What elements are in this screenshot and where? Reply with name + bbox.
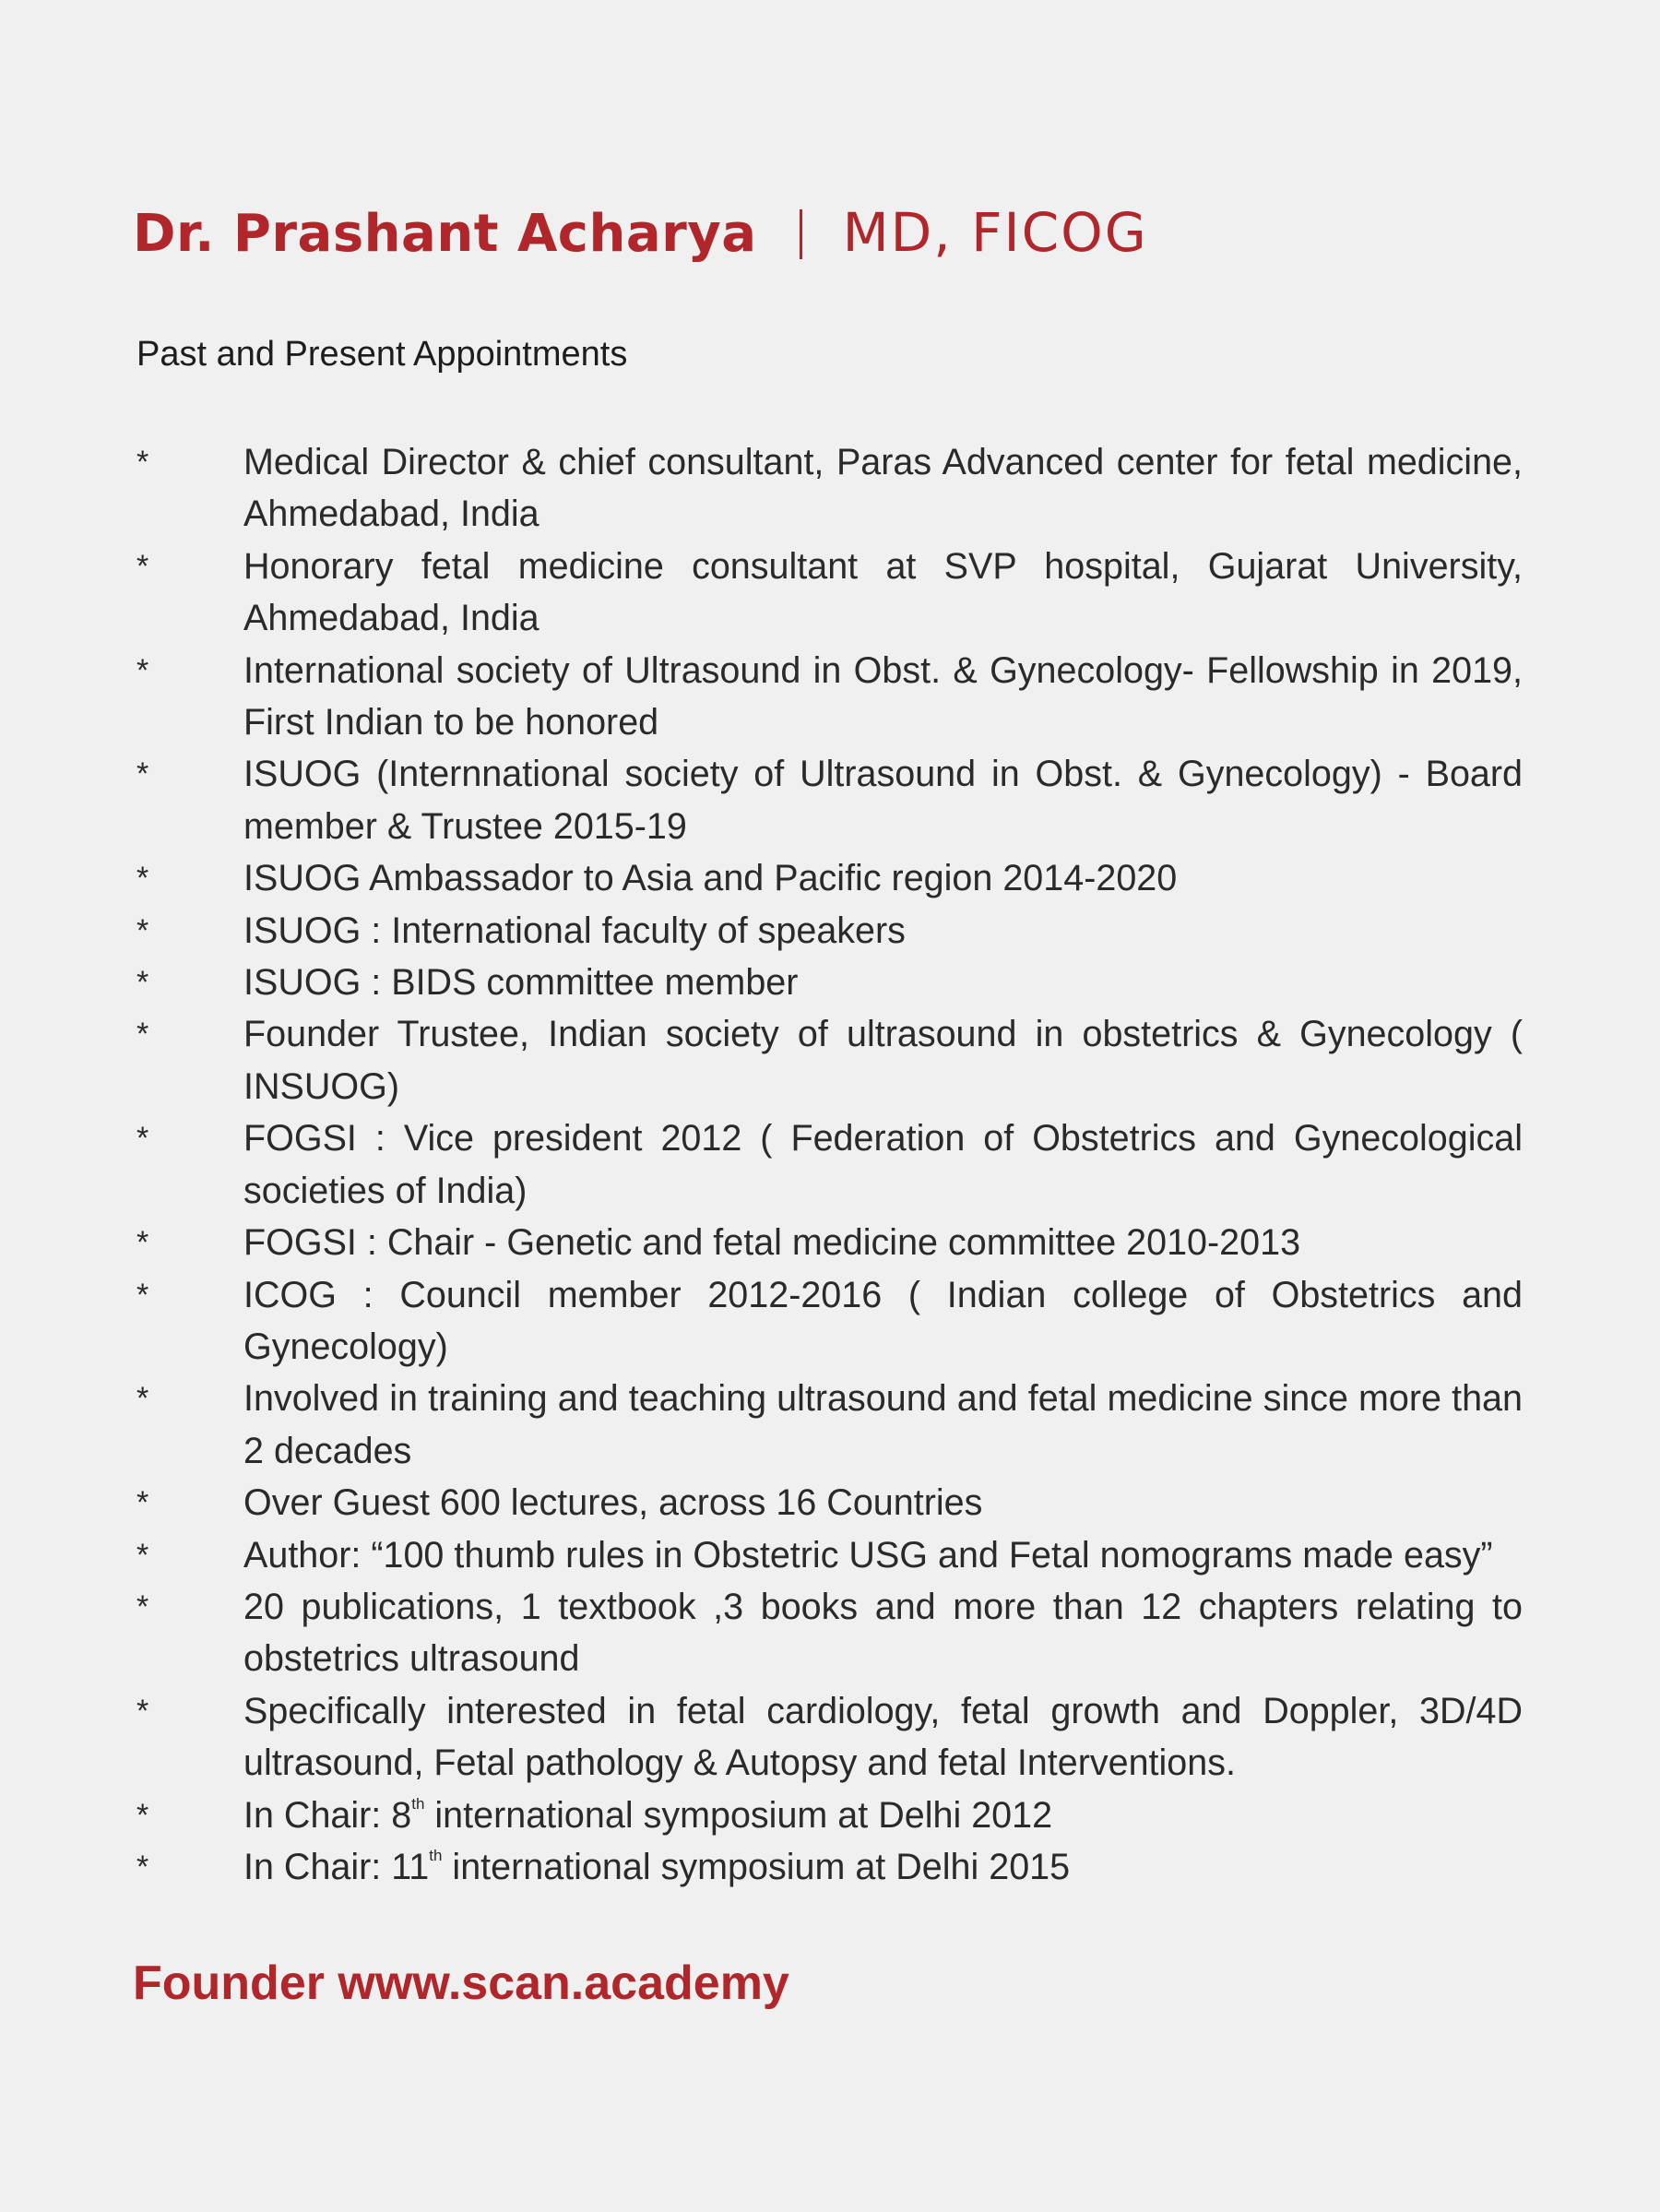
item-text: ISUOG : BIDS committee member <box>243 962 799 1004</box>
bullet: * <box>136 1017 149 1052</box>
bullet: * <box>136 445 149 480</box>
bullet: * <box>136 652 149 688</box>
bullet: * <box>136 912 149 948</box>
item-text: ICOG : Council member 2012-2016 ( Indian college of Obstetrics and Gynecology) <box>243 1274 1523 1367</box>
bullet: * <box>136 1381 149 1417</box>
item-text: ISUOG : International faculty of speakers <box>243 910 906 951</box>
list-item <box>136 1581 1523 1685</box>
ordinal-suffix: th <box>429 1846 443 1864</box>
item-text-main: In Chair: 11 <box>243 1846 430 1887</box>
bullet: * <box>136 1537 149 1573</box>
item-text: Author: “100 thumb rules in Obstetric USG and Fetal nomograms made easy” <box>243 1534 1493 1576</box>
bullet: * <box>136 548 149 584</box>
item-text: 20 publications, 1 textbook ,3 books and more than 12 chapters relating to obstetrics ultrasound <box>243 1586 1523 1680</box>
list-item <box>136 852 1523 904</box>
list-item <box>136 748 1523 852</box>
list-item <box>136 541 1523 645</box>
bullet: * <box>136 756 149 792</box>
bullet: * <box>136 1225 149 1261</box>
item-text: International society of Ultrasound in Obst. & Gynecology- Fellowship in 2019, First Indian to be honored <box>243 649 1523 743</box>
header <box>133 196 1148 284</box>
item-text-rest: international symposium at Delhi 2012 <box>424 1794 1053 1836</box>
item-text: FOGSI : Chair - Genetic and fetal medicine committee 2010-2013 <box>243 1222 1301 1264</box>
item-text: Specifically interested in fetal cardiology, fetal growth and Doppler, 3D/4D ultrasound, Fetal pathology & Autopsy and fetal Interventions. <box>243 1690 1523 1784</box>
item-text: Founder Trustee, Indian society of ultrasound in obstetrics & Gynecology ( INSUOG) <box>243 1014 1523 1107</box>
credentials: MD, FICOG <box>842 201 1148 264</box>
bullet: * <box>136 1797 149 1833</box>
item-text: Over Guest 600 lectures, across 16 Countries <box>243 1482 983 1524</box>
item-text: Medical Director & chief consultant, Paras Advanced center for fetal medicine, Ahmedabad, India <box>243 442 1523 535</box>
bullet: * <box>136 861 149 897</box>
item-text-rest: international symposium at Delhi 2015 <box>442 1846 1071 1887</box>
bullet: * <box>136 1849 149 1885</box>
item-text: ISUOG Ambassador to Asia and Pacific region 2014-2020 <box>243 858 1178 899</box>
item-text: Involved in training and teaching ultrasound and fetal medicine since more than 2 decades <box>243 1378 1523 1471</box>
list-item <box>136 1790 1523 1841</box>
list-item <box>136 1112 1523 1217</box>
bullet: * <box>136 965 149 1001</box>
list-item <box>136 645 1523 749</box>
item-text: FOGSI : Vice president 2012 ( Federation of Obstetrics and Gynecological societies of India) <box>243 1118 1523 1211</box>
item-text <box>243 1841 1523 1893</box>
bullet: * <box>136 1277 149 1313</box>
list-item <box>136 436 1523 541</box>
list-item <box>136 1477 1523 1528</box>
title-separator <box>800 209 802 259</box>
list-item <box>136 905 1523 957</box>
bullet: * <box>136 1121 149 1157</box>
item-text: Honorary fetal medicine consultant at SVP hospital, Gujarat University, Ahmedabad, India <box>243 545 1523 639</box>
list-item <box>136 1269 1523 1374</box>
ordinal-suffix: th <box>411 1794 425 1813</box>
list-item <box>136 1373 1523 1477</box>
list-item <box>136 1008 1523 1112</box>
doctor-name: Dr. Prashant Acharya <box>133 204 757 264</box>
bullet: * <box>136 1485 149 1521</box>
founder-website: Founder www.scan.academy <box>133 1956 789 2010</box>
item-text: ISUOG (Internnational society of Ultrasound in Obst. & Gynecology) - Board member & Trustee 2015-19 <box>243 754 1523 847</box>
list-item <box>136 1217 1523 1268</box>
list-item <box>136 1685 1523 1790</box>
section-title: Past and Present Appointments <box>136 335 628 374</box>
list-item <box>136 1841 1523 1893</box>
appointments-list <box>136 436 1523 1893</box>
list-item <box>136 957 1523 1008</box>
item-text-main: In Chair: 8 <box>243 1794 412 1836</box>
item-text <box>243 1790 1523 1841</box>
bullet: * <box>136 1693 149 1729</box>
bullet: * <box>136 1588 149 1624</box>
list-item <box>136 1529 1523 1581</box>
